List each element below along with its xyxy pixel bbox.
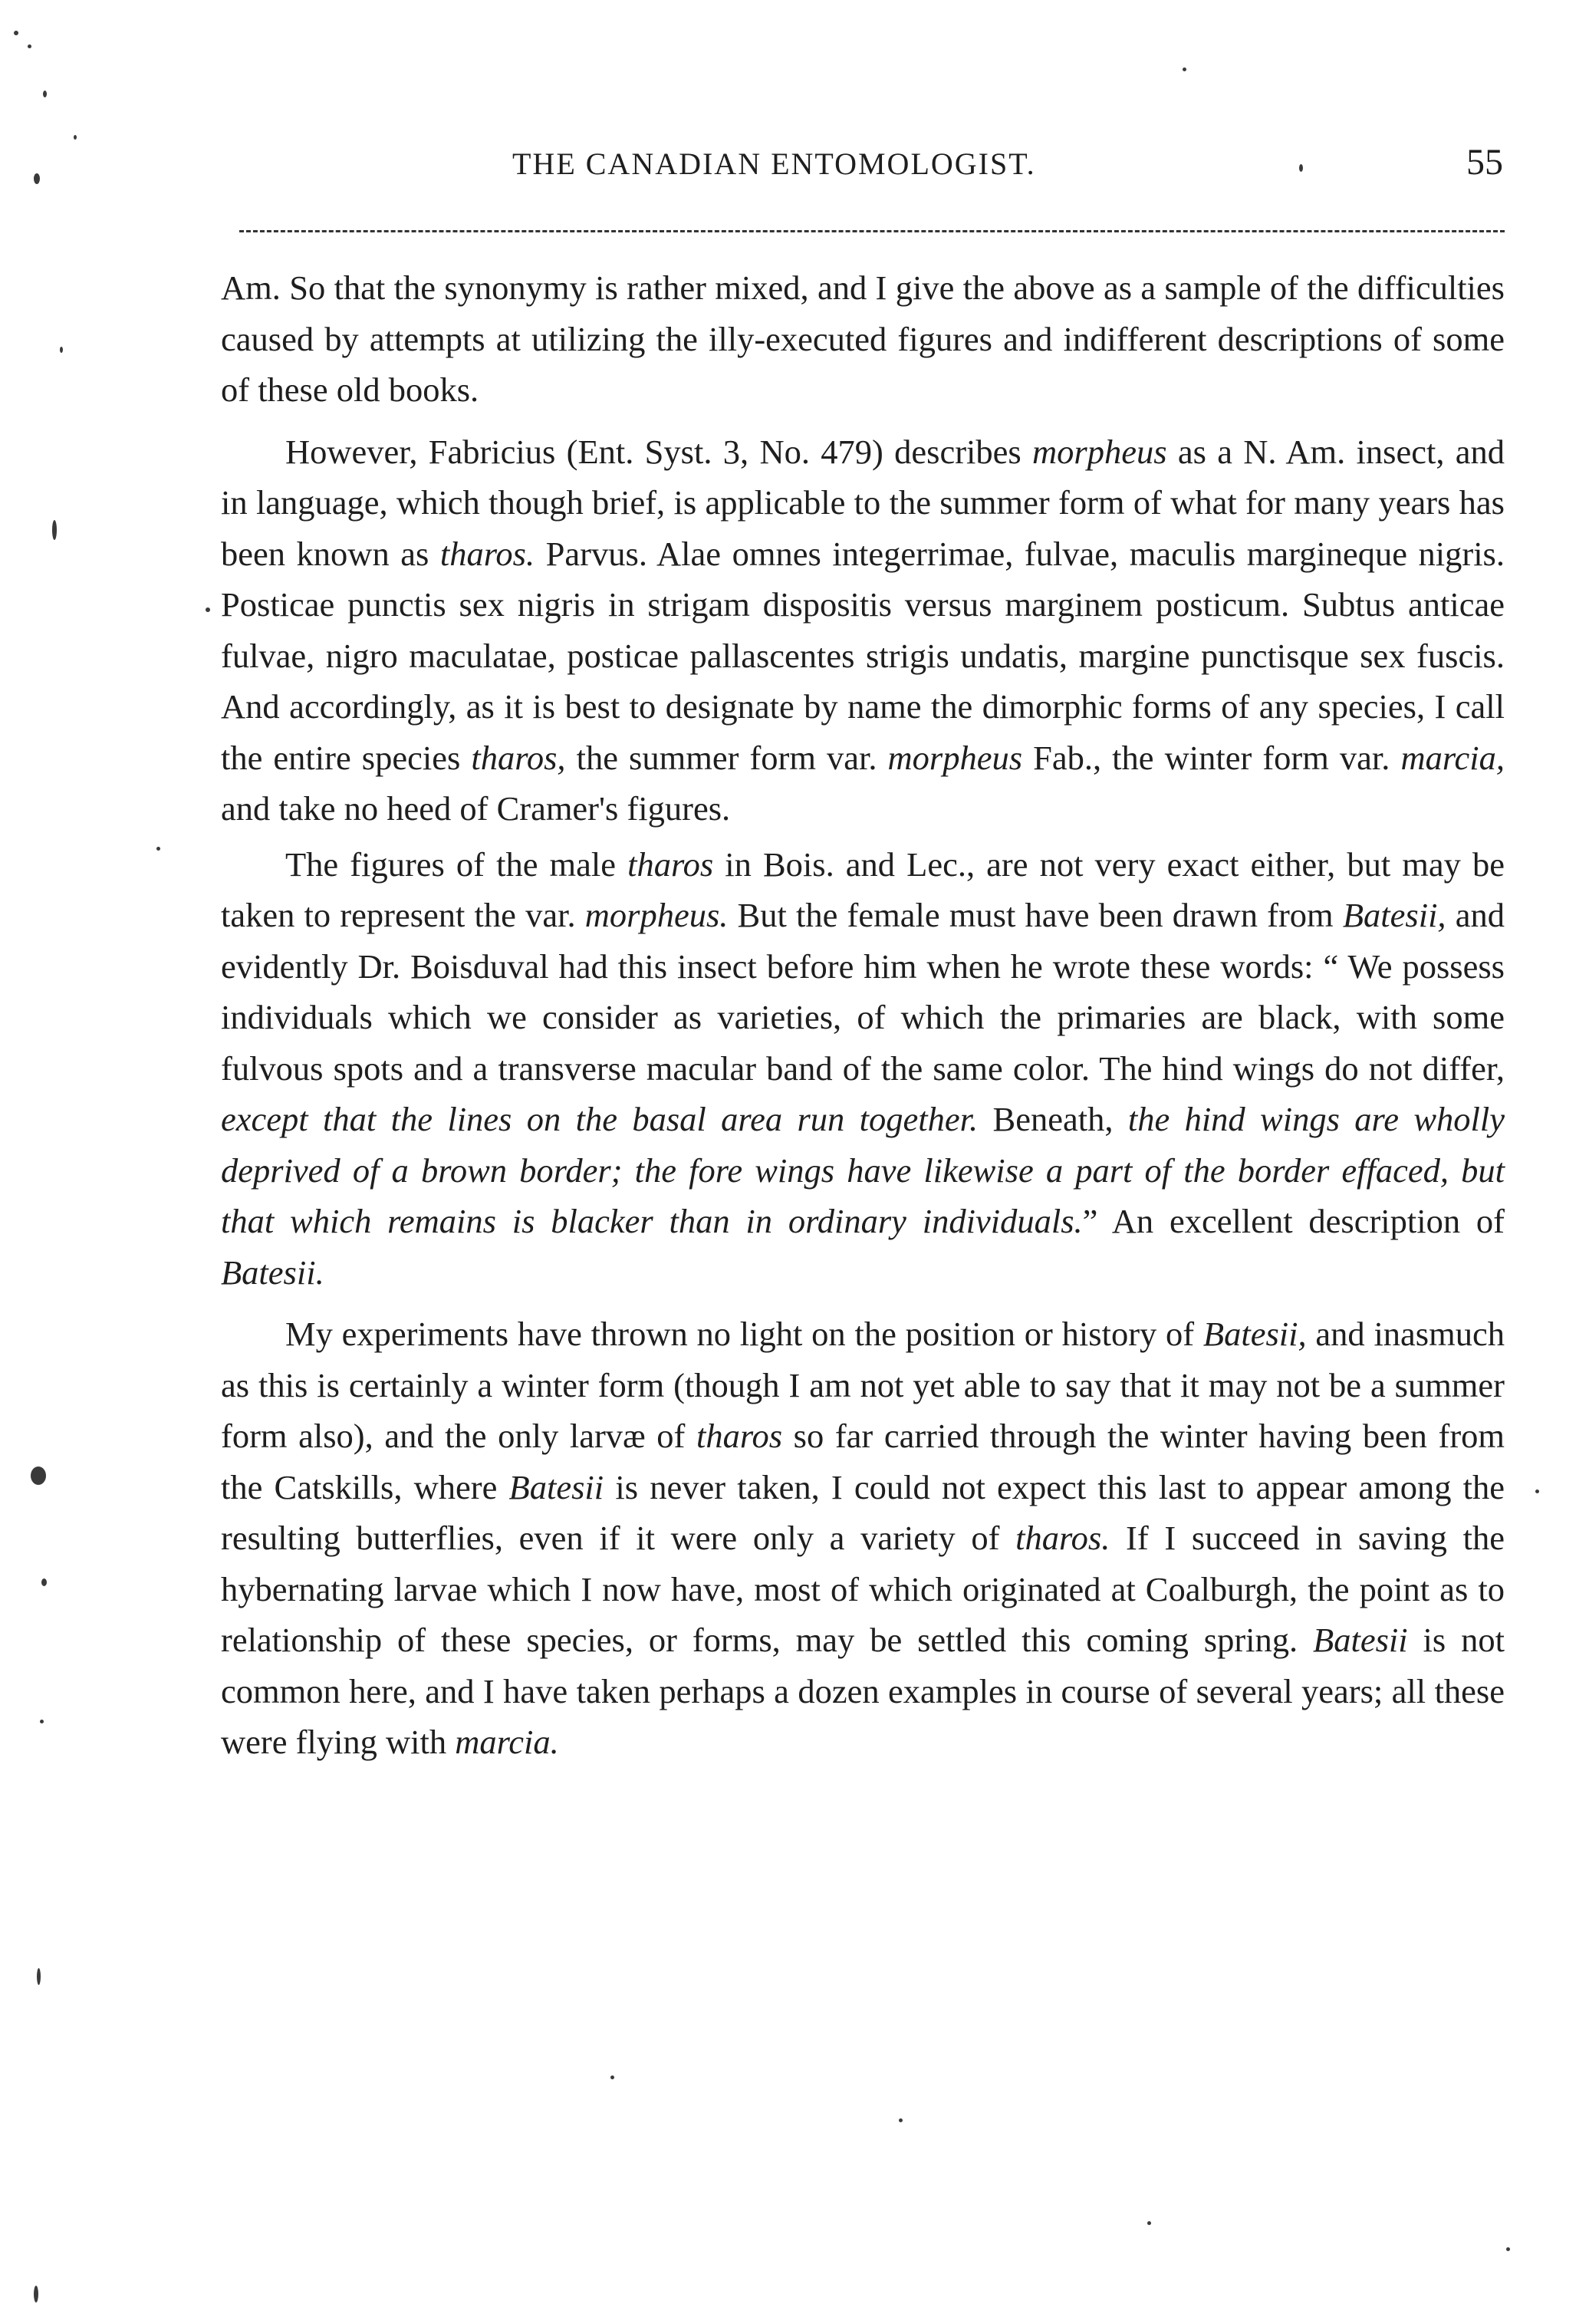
speck [34,2286,38,2303]
italic-term: marcia, [1400,738,1505,777]
paragraph-2 [221,426,1505,834]
italic-term: tharos. [1015,1519,1110,1557]
italic-term: morpheus [1032,432,1167,471]
speck [1535,1490,1539,1493]
paragraph-3 [221,839,1505,1299]
speck [1183,67,1186,71]
running-head [230,142,1503,192]
speck [60,347,63,353]
italic-passage: except that the lines on the basal area run together. [221,1100,979,1138]
speck [40,1720,44,1723]
italic-passage: the hind wings are wholly deprived of a brown border; the fore wings have likewise a part of the border effaced, but that which remains is blacker than in ordinary individuals. [221,1100,1505,1240]
text-run: However, Fabricius (Ent. Syst. 3, No. 479) describes [285,432,1032,471]
paragraph-1-text: Am. So that the synonymy is rather mixed, and I give the above as a sample of the difficulties caused by attempts at utilizing the illy-executed figures and indifferent descriptions of some of these old books. [221,268,1505,409]
text-run: But the female must have been drawn from [728,896,1343,934]
text-run: is never taken, I could not expect this last to appear among the resulting butterflies, even if it were only a variety of [221,1467,1505,1557]
speck [31,1466,46,1485]
text-run: My experiments have thrown no light on the position or history of [285,1315,1203,1353]
speck [1299,164,1303,172]
italic-term: morpheus [887,738,1023,777]
text-run: as a N. Am. insect, and in language, which though brief, is applicable to the summer form of what for many years has been known as [221,432,1505,573]
italic-term: Batesii [1313,1621,1408,1659]
speck [43,91,47,97]
speck [37,1968,41,1985]
text-run: and evidently Dr. Boisduval had this insect before him when he wrote these words: “ We possess individuals which we consider as varieties, of which the primaries are black, with some fulvous spots and a transverse macular band of the same color. The hind wings do not differ, [221,896,1505,1088]
speck [1506,2247,1510,2251]
text-run: and take no heed of Cramer's figures. [221,789,731,828]
text-run: ” An excellent description of [1082,1202,1505,1240]
speck [156,847,160,851]
text-run: Beneath, [978,1100,1128,1138]
speck [1147,2221,1151,2225]
italic-term: Batesii, [1342,896,1446,934]
text-run: in Bois. and Lec., are not very exact either, but may be taken to represent the var. [221,844,1505,934]
journal-title: THE CANADIAN ENTOMOLOGIST. [512,146,1036,181]
italic-term: tharos [696,1417,783,1455]
page-number: 55 [1466,142,1503,183]
italic-term: tharos [627,844,714,884]
text-run: Parvus. Alae omnes integerrimae, fulvae, maculis margineque nigris. Posticae punctis sex nigris in strigam dispositis versus marginem posticum. Subtus anticae fulvae, nigro maculatae, posticae pallascentes strigis undatis, margine punctisque sex fuscis. And accordingly, as it is best to designate by name the dimorphic forms of any species, I call the entire species [221,534,1505,777]
article-body [221,262,1505,1768]
text-run: so far carried through the winter having been from the Catskills, where [221,1417,1505,1506]
speck [34,173,40,184]
speck [610,2075,614,2079]
speck [206,607,210,612]
speck [28,44,31,48]
paragraph-4 [221,1308,1505,1768]
italic-term: Batesii. [221,1253,324,1292]
text-run: If I succeed in saving the hybernating larvae which I now have, most of which originated at Coalburgh, the point as to relationship of these species, or forms, may be settled this coming spring. [221,1519,1505,1659]
italic-term: Batesii [508,1467,604,1506]
speck [899,2118,903,2122]
paragraph-1 [221,262,1505,416]
italic-term: marcia. [455,1723,559,1761]
text-run: the summer form var. [565,738,888,777]
header-rule [239,230,1505,232]
italic-term: morpheus. [584,896,729,934]
italic-term: tharos. [439,534,535,573]
speck [41,1578,47,1586]
speck [74,135,77,140]
text-run: The figures of the male [285,844,628,884]
italic-term: tharos, [471,738,566,777]
italic-term: Batesii, [1202,1315,1307,1353]
text-run: Fab., the winter form var. [1022,738,1401,777]
text-run: and inasmuch as this is certainly a winter form (though I am not yet able to say that it may not be a summer form also), and the only larvæ of [221,1315,1505,1455]
text-run: is not common here, and I have taken perhaps a dozen examples in course of several years; all these were flying with [221,1621,1505,1761]
speck [14,31,18,35]
speck [52,520,57,540]
